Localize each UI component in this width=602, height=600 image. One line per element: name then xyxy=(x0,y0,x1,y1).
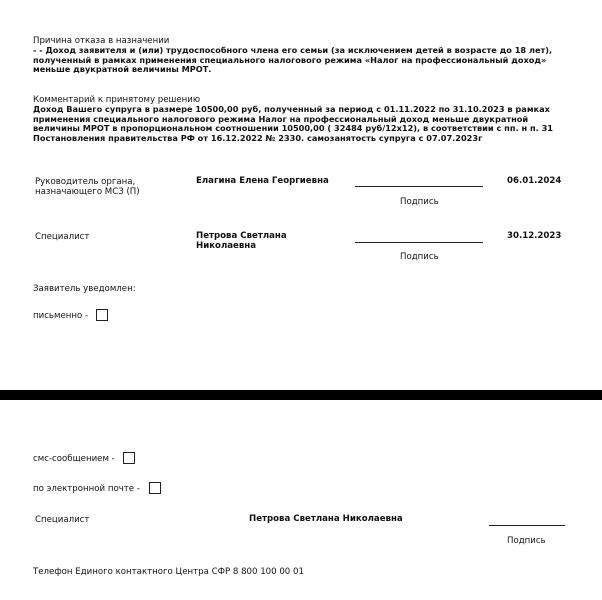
specialist2-role: Специалист xyxy=(35,515,90,525)
head-role: Руководитель органа, назначающего МСЗ (П) xyxy=(35,177,140,197)
specialist2-signature-line xyxy=(489,525,565,526)
specialist1-date: 30.12.2023 xyxy=(507,231,562,241)
specialist1-signature-line xyxy=(355,242,483,243)
head-date: 06.01.2024 xyxy=(507,176,562,186)
notified-email-label: по электронной почте - xyxy=(33,484,140,494)
specialist1-role: Специалист xyxy=(35,232,90,242)
reason-heading: Причина отказа в назначении xyxy=(33,36,170,46)
specialist2-name: Петрова Светлана Николаевна xyxy=(249,514,403,524)
reason-text: - - Доход заявителя и (или) трудоспособного члена его семьи (за исключением детей в возрасте до 18 лет), полученный в рамках применения специального налогового режима «Налог на профессиональный доход» меньше двукратной величины МРОТ. xyxy=(33,45,553,75)
email-checkbox[interactable] xyxy=(149,482,161,494)
footer-phone: Телефон Единого контактного Центра СФР 8 800 100 00 01 xyxy=(33,567,304,577)
comment-heading: Комментарий к принятому решению xyxy=(33,95,201,105)
specialist1-sign-label: Подпись xyxy=(400,252,439,262)
sms-checkbox[interactable] xyxy=(123,452,135,464)
notified-written-label: письменно - xyxy=(33,311,89,321)
notified-heading: Заявитель уведомлен: xyxy=(33,284,136,294)
specialist1-name: Петрова Светлана Николаевна xyxy=(196,231,287,251)
comment-text: Доход Вашего супруга в размере 10500,00 руб, полученный за период с 01.11.2022 по 31.10.2023 в рамках применения специального налогового режима Налог на профессиональный доход меньше двукратной величины МРОТ в пропорциональном соотношении 10500,00 ( 32484 руб/12х12), в соответствии с пп. н п. 31 Постановления правительства РФ от 16.12.2022 № 2330. самозанятость супруга с 07.07.2023г xyxy=(33,104,553,143)
head-sign-label: Подпись xyxy=(400,197,439,207)
specialist2-sign-label: Подпись xyxy=(507,536,546,546)
head-name: Елагина Елена Георгиевна xyxy=(196,176,329,186)
page-divider xyxy=(0,390,602,400)
written-checkbox[interactable] xyxy=(96,309,108,321)
head-signature-line xyxy=(355,186,483,187)
notified-sms-label: смс-сообщением - xyxy=(33,454,115,464)
